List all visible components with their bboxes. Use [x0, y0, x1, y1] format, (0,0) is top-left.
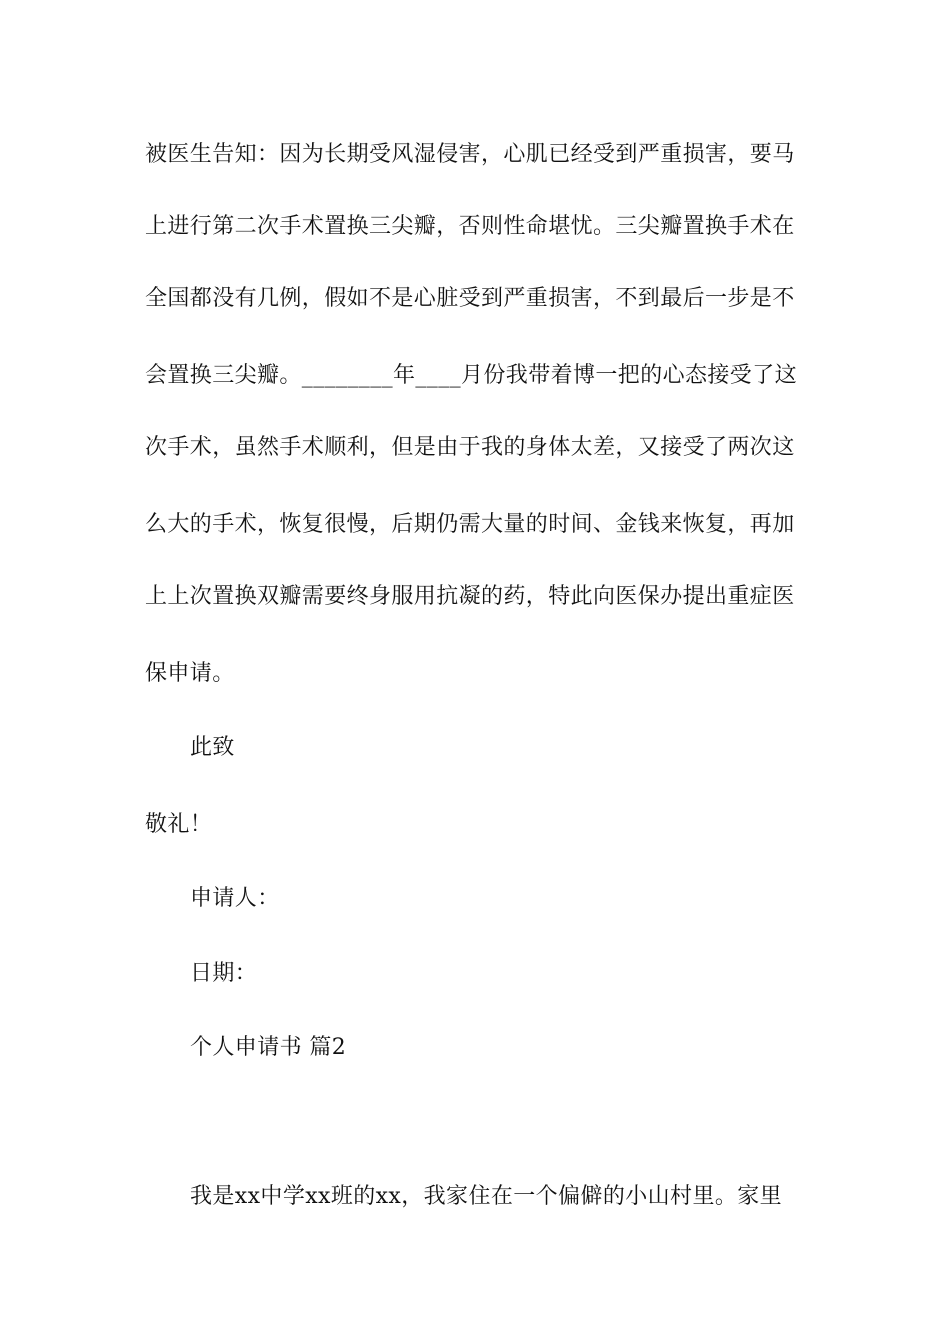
body-text-line: 上进行第二次手术置换三尖瓣，否则性命堪忧。三尖瓣置换手术在 — [145, 214, 795, 239]
body-text-line: 被医生告知：因为长期受风湿侵害，心肌已经受到严重损害，要马 — [145, 142, 795, 167]
body-text-line: 我是xx中学xx班的xx，我家住在一个偏僻的小山村里。家里 — [190, 1184, 783, 1209]
closing-salutation: 此致 — [190, 735, 235, 760]
body-text-line: 会置换三尖瓣。________年____月份我带着博一把的心态接受了这 — [145, 363, 798, 388]
section-title: 个人申请书 篇2 — [190, 1035, 347, 1060]
date-label: 日期： — [190, 961, 258, 986]
body-text-line: 次手术，虽然手术顺利，但是由于我的身体太差，又接受了两次这 — [145, 435, 795, 460]
applicant-label: 申请人： — [190, 886, 280, 911]
closing-regards: 敬礼！ — [145, 812, 213, 837]
body-text-line: 保申请。 — [145, 661, 235, 686]
body-text-line: 全国都没有几例，假如不是心脏受到严重损害，不到最后一步是不 — [145, 286, 795, 311]
body-text-line: 上上次置换双瓣需要终身服用抗凝的药，特此向医保办提出重症医 — [145, 584, 795, 609]
body-text-line: 么大的手术，恢复很慢，后期仍需大量的时间、金钱来恢复，再加 — [145, 512, 795, 537]
